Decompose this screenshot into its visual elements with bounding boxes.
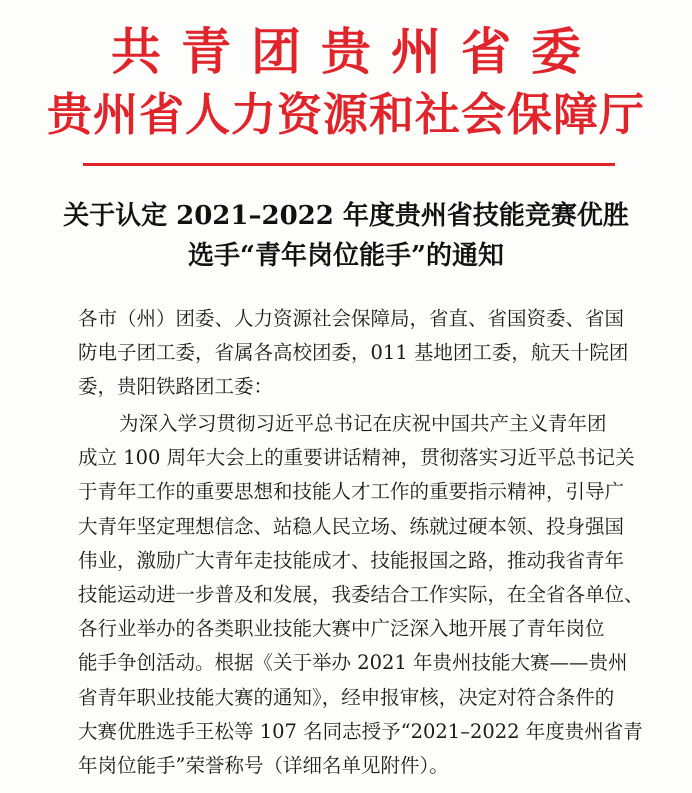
body-line: 省青年职业技能大赛的通知》，经申报审核，决定对符合条件的 [78,685,615,709]
body-paragraph [78,407,644,783]
body-line: 年岗位能手”荣誉称号（详细名单见附件）。 [78,753,449,777]
body-line: 各行业举办的各类职业技能大赛中广泛深入地开展了青年岗位 [78,617,605,641]
addressee-line: 各市（州）团委、人力资源社会保障局，省直、省国资委、省国 [78,307,625,330]
document-title-line-2: 选手“青年岗位能手”的通知 [188,241,504,271]
issuing-org-line-1: 共青团贵州省委 [111,22,601,81]
body-line: 能手争创活动。根据《关于举办 2021 年贵州技能大赛——贵州 [78,651,628,675]
document-title-line-1: 关于认定 2021–2022 年度贵州省技能竞赛优胜 [63,201,629,231]
red-header-divider [83,163,615,166]
body-line: 大青年坚定理想信念、站稳人民立场、练就过硬本领、投身强国 [78,514,625,538]
body-line: 技能运动进一步普及和发展，我委结合工作实际，在全省各单位、 [78,582,644,606]
body-line: 于青年工作的重要思想和技能人才工作的重要指示精神，引导广 [78,480,625,504]
addressee-line: 委，贵阳铁路团工委： [78,375,274,399]
body-line: 大赛优胜选手王松等 107 名同志授予“2021–2022 年度贵州省青 [78,719,643,743]
addressee-line: 防电子团工委，省属各高校团委，011 基地团工委，航天十院团 [78,341,629,365]
body-line: 伟业，激励广大青年走技能成才、技能报国之路，推动我省青年 [78,548,625,572]
body-line: 为深入学习贯彻习近平总书记在庆祝中国共产主义青年团 [119,412,607,435]
addressee-block [78,302,629,405]
issuing-org-line-2: 贵州省人力资源和社会保障厅 [46,88,645,141]
body-line: 成立 100 周年大会上的重要讲话精神，贯彻落实习近平总书记关 [78,446,635,470]
